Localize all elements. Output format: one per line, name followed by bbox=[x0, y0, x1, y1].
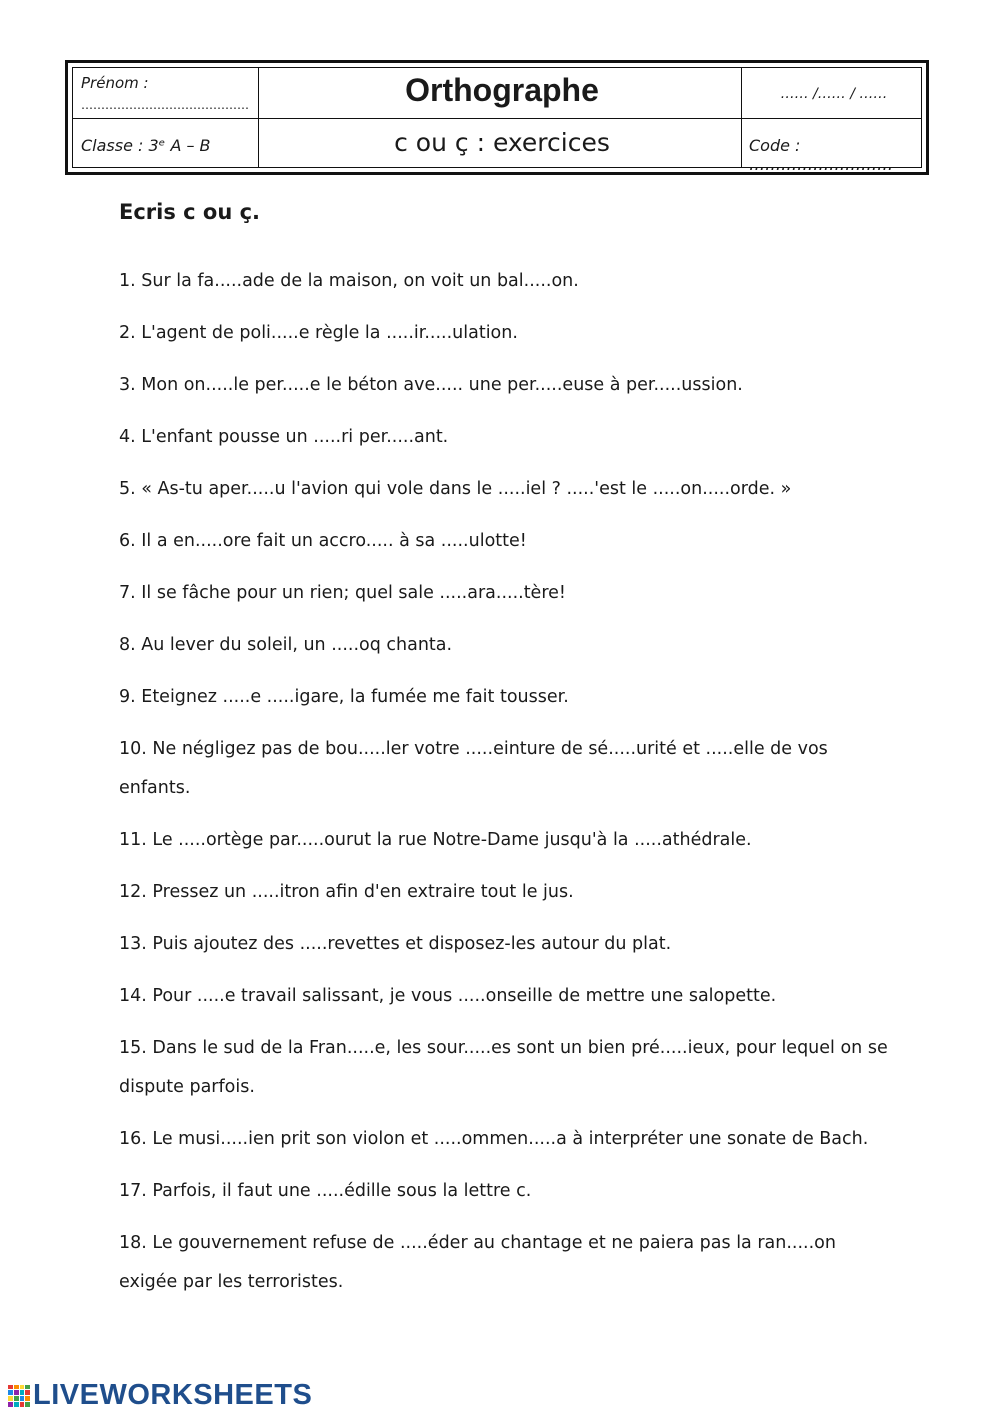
page-title: Orthographe bbox=[405, 72, 599, 108]
logo-square bbox=[25, 1396, 30, 1401]
exercise-item: 6. Il a en.....ore fait un accro..... à sa .....ulotte! bbox=[119, 531, 527, 551]
logo-square bbox=[25, 1385, 30, 1390]
logo-square bbox=[25, 1402, 30, 1407]
exercise-item: 14. Pour .....e travail salissant, je vous .....onseille de mettre une salopette. bbox=[119, 986, 777, 1006]
logo-square bbox=[14, 1385, 19, 1390]
logo-square bbox=[20, 1390, 25, 1395]
exercise-item: 16. Le musi.....ien prit son violon et .....ommen.....a à interpréter une sonate de Bach. bbox=[119, 1129, 869, 1149]
instruction: Ecris c ou ç. bbox=[119, 200, 261, 224]
exercise-list bbox=[119, 262, 899, 1315]
logo-square bbox=[20, 1402, 25, 1407]
prenom-field[interactable]: …………………………………… bbox=[81, 98, 249, 112]
exercise-item: 1. Sur la fa.....ade de la maison, on voit un bal.....on. bbox=[119, 271, 579, 291]
exercise-item: 17. Parfois, il faut une .....édille sous la lettre c. bbox=[119, 1181, 532, 1201]
exercise-item: 8. Au lever du soleil, un .....oq chanta. bbox=[119, 635, 453, 655]
logo-square bbox=[25, 1390, 30, 1395]
logo-square bbox=[8, 1390, 13, 1395]
date-field[interactable]: …… /…… / …… bbox=[780, 86, 888, 102]
logo-square bbox=[14, 1402, 19, 1407]
header-inner-border bbox=[72, 67, 922, 174]
classe-label: Classe : 3ᵉ A – B bbox=[81, 136, 211, 155]
exercise-item: 13. Puis ajoutez des .....revettes et disposez-les autour du plat. bbox=[119, 934, 672, 954]
logo-square bbox=[14, 1390, 19, 1395]
exercise-item: 11. Le .....ortège par.....ourut la rue Notre-Dame jusqu'à la .....athédrale. bbox=[119, 830, 752, 850]
footer-brand[interactable] bbox=[8, 1379, 312, 1412]
exercise-item: 15. Dans le sud de la Fran.....e, les sour.....es sont un bien pré.....ieux, pour lequel on se dispute parfois. bbox=[119, 1038, 888, 1097]
exercise-item: 10. Ne négligez pas de bou.....ler votre .....einture de sé.....urité et .....elle de vos enfants. bbox=[119, 739, 828, 798]
exercise-item: 18. Le gouvernement refuse de .....éder au chantage et ne paiera pas la ran.....on exigée par les terroristes. bbox=[119, 1233, 836, 1292]
logo-square bbox=[8, 1385, 13, 1390]
exercise-item: 2. L'agent de poli.....e règle la .....ir.....ulation. bbox=[119, 323, 518, 343]
logo-square bbox=[8, 1402, 13, 1407]
logo-square bbox=[8, 1396, 13, 1401]
logo-square bbox=[20, 1396, 25, 1401]
exercise-item: 9. Eteignez .....e .....igare, la fumée me fait tousser. bbox=[119, 687, 569, 707]
exercise-item: 3. Mon on.....le per.....e le béton ave..... une per.....euse à per.....ussion. bbox=[119, 375, 743, 395]
exercise-item: 12. Pressez un .....itron afin d'en extraire tout le jus. bbox=[119, 882, 574, 902]
exercise-item: 4. L'enfant pousse un .....ri per.....ant. bbox=[119, 427, 449, 447]
logo-square bbox=[20, 1385, 25, 1390]
prenom-label: Prénom : bbox=[81, 74, 149, 92]
logo-square bbox=[14, 1396, 19, 1401]
header-table bbox=[65, 60, 929, 175]
page-subtitle: c ou ç : exercices bbox=[394, 128, 610, 157]
exercise-item: 5. « As-tu aper.....u l'avion qui vole dans le .....iel ? .....'est le .....on.....orde. » bbox=[119, 479, 792, 499]
code-field[interactable]: Code : ……………………… bbox=[749, 136, 893, 174]
header-divider-middle bbox=[73, 118, 921, 119]
brand-name: LIVEWORKSHEETS bbox=[33, 1379, 313, 1411]
liveworksheets-logo-icon bbox=[8, 1385, 30, 1407]
exercise-item: 7. Il se fâche pour un rien; quel sale .....ara.....tère! bbox=[119, 583, 566, 603]
